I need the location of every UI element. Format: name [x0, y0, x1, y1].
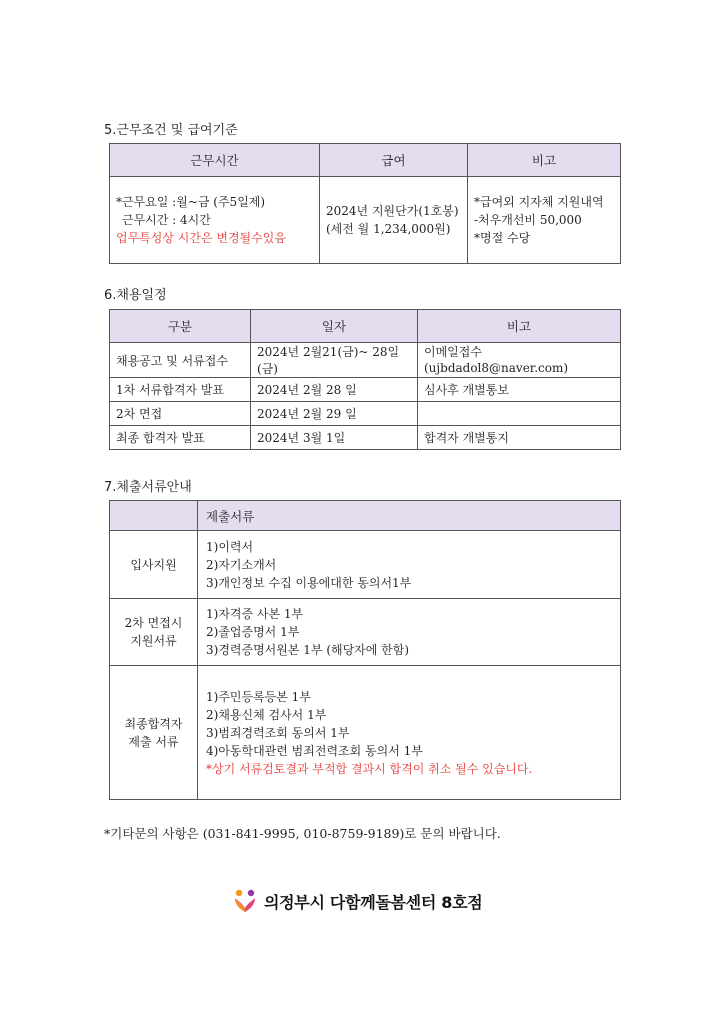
schedule-category: 2차 면접 — [110, 402, 251, 426]
pay-amount: (세전 월 1,234,000원) — [326, 222, 451, 236]
table-row — [110, 378, 621, 402]
label-line: 지원서류 — [130, 634, 177, 648]
contact-note: *기타문의 사항은 (031-841-9995, 010-8759-9189)로 문의 바랍니다. — [104, 826, 501, 841]
doc-item: 3)개인정보 수집 이용에대한 동의서1부 — [206, 575, 412, 590]
work-conditions-table — [109, 143, 621, 264]
doc-group-items — [198, 666, 621, 800]
table-row — [110, 599, 621, 666]
col-header-documents: 제출서류 — [198, 501, 621, 531]
table-row — [110, 177, 621, 264]
remarks-cell — [468, 177, 621, 264]
table-row — [110, 426, 621, 450]
work-days: *근무요일 :월~금 (주5일제) — [116, 195, 266, 209]
schedule-table — [109, 309, 621, 450]
schedule-category: 채용공고 및 서류접수 — [110, 343, 251, 378]
doc-group-label — [110, 599, 198, 666]
schedule-note: 심사후 개별통보 — [418, 378, 621, 402]
pay-cell — [320, 177, 468, 264]
pay-rate: 2024년 지원단가(1호봉) — [326, 204, 459, 218]
heart-people-icon — [232, 888, 258, 914]
table-row — [110, 666, 621, 800]
schedule-note — [418, 402, 621, 426]
label-line: 입사지원 — [130, 557, 177, 572]
email-address: (ujbdadol8@naver.com) — [424, 361, 569, 375]
doc-item: 1)주민등록등본 1부 — [206, 689, 311, 704]
note-line: 이메일접수 — [424, 345, 482, 359]
table-header-row — [110, 144, 621, 177]
header-empty-cell — [110, 501, 198, 531]
remark-line: *급여외 지자체 지원내역 — [474, 195, 604, 209]
col-header-date: 일자 — [251, 310, 418, 343]
col-header-remarks: 비고 — [468, 144, 621, 177]
schedule-category: 최종 합격자 발표 — [110, 426, 251, 450]
table-row — [110, 531, 621, 599]
label-line: 제출 서류 — [128, 734, 179, 749]
remark-line: *명절 수당 — [474, 231, 531, 245]
hours-cell — [110, 177, 320, 264]
schedule-note: 합격자 개별통지 — [418, 426, 621, 450]
doc-group-label — [110, 531, 198, 599]
section6-heading: 6.채용일정 — [104, 288, 167, 303]
schedule-date: 2024년 3월 1일 — [251, 426, 418, 450]
schedule-category: 1차 서류합격자 발표 — [110, 378, 251, 402]
documents-table — [109, 500, 621, 800]
doc-item: 2)자기소개서 — [206, 557, 277, 572]
schedule-note — [418, 343, 621, 378]
section5-heading: 5.근무조건 및 급여기준 — [104, 123, 238, 138]
col-header-category: 구분 — [110, 310, 251, 343]
section7-heading: 7.체출서류안내 — [104, 480, 192, 495]
remark-line: -처우개선비 50,000 — [474, 213, 582, 227]
label-line: 최종합격자 — [124, 716, 183, 731]
org-logo — [232, 888, 482, 914]
schedule-date: 2024년 2월 28 일 — [251, 378, 418, 402]
doc-item: 1)이력서 — [206, 539, 254, 554]
table-row — [110, 402, 621, 426]
org-name: 의정부시 다함께돌봄센터 8호점 — [264, 892, 483, 912]
col-header-note: 비고 — [418, 310, 621, 343]
doc-group-items — [198, 531, 621, 599]
label-line: 2차 면접시 — [124, 616, 183, 630]
doc-group-label — [110, 666, 198, 800]
schedule-date: 2024년 2월 29 일 — [251, 402, 418, 426]
doc-item: 2)채용신체 검사서 1부 — [206, 707, 327, 722]
table-row — [110, 343, 621, 378]
work-hours: 근무시간 : 4시간 — [122, 213, 211, 227]
doc-item: 1)자격증 사본 1부 — [206, 607, 304, 621]
doc-item: 3)범죄경력조회 동의서 1부 — [206, 725, 350, 740]
schedule-date: 2024년 2월21(금)~ 28일(금) — [251, 343, 418, 378]
doc-group-items — [198, 599, 621, 666]
cancellation-warning: *상기 서류검토결과 부적합 결과시 합격이 취소 될수 있습니다. — [206, 761, 533, 776]
doc-item: 2)졸업증명서 1부 — [206, 625, 300, 639]
table-header-row — [110, 501, 621, 531]
doc-item: 3)경력증명서원본 1부 (해당자에 한함) — [206, 643, 410, 657]
hours-change-note: 업무특성상 시간은 변경될수있음 — [116, 231, 286, 245]
table-header-row — [110, 310, 621, 343]
col-header-hours: 근무시간 — [110, 144, 320, 177]
doc-item: 4)아동학대관련 범죄전력조회 동의서 1부 — [206, 743, 423, 758]
col-header-pay: 급여 — [320, 144, 468, 177]
